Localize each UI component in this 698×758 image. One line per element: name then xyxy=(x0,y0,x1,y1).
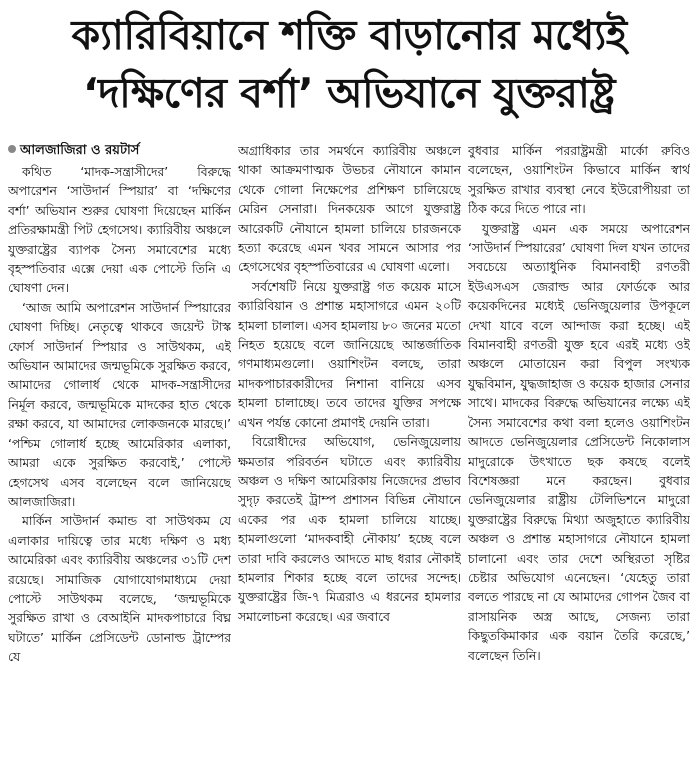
paragraph: বুধবার মার্কিন পররাষ্ট্রমন্ত্রী মার্কো রুবিও বলেছেন, ওয়াশিংটন কিভাবে মার্কিন স্বার্থ সুরক্ষিত রাখার ব্যবস্থা নেবে ইউরোপীয়রা তা ঠিক করে দিতে পারে না। xyxy=(468,144,690,217)
headline xyxy=(8,6,690,122)
paragraph: যুক্তরাষ্ট্র এমন এক সময়ে অপারেশন ‘সাউদার্ন স্পিয়ারের’ ঘোষণা দিল যখন তাদের সবচেয়ে অত্যাধুনিক বিমানবাহী রণতরী ইউএসএস জেরাল্ড আর ফোর্ডকে আর কয়েকদিনের মধ্যেই ভেনিজুয়েলার উপকূলে দেখা যাবে বলে আন্দাজ করা হচ্ছে। এই বিমানবাহী রণতরী যুক্ত হবে এরই মধ্যে ওই অঞ্চলে মোতায়েন করা বিপুল সংখ্যক যুদ্ধবিমান, যুদ্ধজাহাজ ও কয়েক হাজার সেনার সাথে। মাদকের বিরুদ্ধে অভিযানের লক্ষ্যে এই সৈন্য সমাবেশের কথা বলা হলেও ওয়াশিংটন আদতে ভেনিজুয়েলার প্রেসিডেন্ট নিকোলাস মাদুরোকে উৎখাতে ছক কষছে বলেই বিশেষজ্ঞরা মনে করছেন। বুধবার ভেনিজুয়েলার রাষ্ট্রীয় টেলিভিশনে মাদুরো যুক্তরাষ্ট্রের বিরুদ্ধে মিথ্যা অজুহাতে ক্যারিবীয় অঞ্চল ও প্রশান্ত মহাসাগরে নৌযানে হামলা চালানো এবং তার দেশে অস্থিরতা সৃষ্টির চেষ্টার অভিযোগ এনেছেন। ‘যেহেতু তারা বলতে পারছে না যে আমাদের গোপন জৈব বা রাসায়নিক অস্ত্র আছে, সেজন্য তারা কিছুতকিমাকার এক বয়ান তৈরি করেছে,’ বলেছেন তিনি। xyxy=(468,221,690,663)
column-2 xyxy=(238,142,461,754)
bullet-icon xyxy=(8,145,16,153)
paragraph: অগ্রাধিকার তার সমর্থনে ক্যারিবীয় অঞ্চলে থাকা আক্রমণাত্মক উভচর নৌযানে কামান থেকে গোলা নিক্ষেপের প্রশিক্ষণ চালিয়েছে মেরিন সেনারা। দিনকয়েক আগে যুক্তরাষ্ট্র আরেকটি নৌযানে হামলা চালিয়ে চারজনকে হত্যা করেছে এমন খবর সামনে আসার পর হেগসেথের বৃহস্পতিবারের এ ঘোষণা এলো। xyxy=(238,144,461,275)
paragraph: ‘আজ আমি অপারেশন সাউদার্ন স্পিয়ারের ঘোষণা দিচ্ছি। নেতৃত্বে থাকবে জয়েন্ট টাস্ক ফোর্স সাউদার্ন স্পিয়ার ও সাউথকম, এই অভিযান আমাদের জন্মভূমিকে সুরক্ষিত করবে, আমাদের গোলার্ধ থেকে মাদক-সন্ত্রাসীদের নির্মূল করবে, জন্মভূমিকে মাদকের হাত থেকে রক্ষা করবে, যা আমাদের লোকজনকে মারছে।’ ‘পশ্চিম গোলার্ধ হচ্ছে আমেরিকার এলাকা, আমরা একে সুরক্ষিত করবোই,’ পোস্টে হেগসেথ এসব বলেছেন বলে জানিয়েছে আলজাজিরা। xyxy=(8,300,231,509)
paragraph: বিরোধীদের অভিযোগ, ভেনিজুয়েলায় ক্ষমতার পরিবর্তন ঘটাতে এবং ক্যারিবীয় অঞ্চল ও দক্ষিণ আমেরিকায় নিজেদের প্রভাব সুদৃঢ় করতেই ট্রাম্প প্রশাসন বিভিন্ন নৌযানে একের পর এক হামলা চালিয়ে যাচ্ছে। হামলাগুলো ‘মাদকবাহী নৌকায়’ হচ্ছে বলে তারা দাবি করলেও আদতে মাছ ধরার নৌকাই হামলার শিকার হচ্ছে বলে তাদের সন্দেহ। যুক্তরাষ্ট্রের জি-৭ মিত্ররাও এ ধরনের হামলার সমালোচনা করেছে। এর জবাবে xyxy=(238,435,461,624)
column-3 xyxy=(468,142,690,754)
paragraph: সর্বশেষটি নিয়ে যুক্তরাষ্ট্র গত কয়েক মাসে ক্যারিবিয়ান ও প্রশান্ত মহাসাগরে এমন ২০টি হামলা চালাল। এসব হামলায় ৮০ জনের মতো নিহত হয়েছে বলে জানিয়েছে আন্তর্জাতিক গণমাধ্যমগুলো। ওয়াশিংটন বলছে, তারা মাদকপাচারকারীদের নিশানা বানিয়ে এসব হামলা চালাচ্ছে। তবে তাদের যুক্তির সপক্ষে এখন পর্যন্ত কোনো প্রমাণই দেয়নি তারা। xyxy=(238,279,461,430)
byline-text: আলজাজিরা ও রয়টার্স xyxy=(20,143,140,158)
headline-line-1: ক্যারিবিয়ানে শক্তি বাড়ানোর মধ্যেই xyxy=(71,11,627,59)
article-columns xyxy=(8,142,690,754)
headline-line-2: ‘দক্ষিণের বর্শা’ অভিযানে যুক্তরাষ্ট্র xyxy=(83,69,615,117)
column-1 xyxy=(8,142,231,754)
paragraph: কথিত ‘মাদক-সন্ত্রাসীদের’ বিরুদ্ধে অপারেশন ‘সাউদার্ন স্পিয়ার’ বা ‘দক্ষিণের বর্শা’ অভিযান শুরুর ঘোষণা দিয়েছেন মার্কিন প্রতিরক্ষামন্ত্রী পিট হেগসেথ। ক্যারিবীয় অঞ্চলে যুক্তরাষ্ট্রের ব্যাপক সৈন্য সমাবেশের মধ্যে বৃহস্পতিবার এক্সে দেয়া এক পোস্টে তিনি এ ঘোষণা দেন। xyxy=(8,165,231,296)
byline xyxy=(8,142,231,160)
paragraph: মার্কিন সাউদার্ন কমান্ড বা সাউথকম যে এলাকার দায়িত্বে তার মধ্যে দক্ষিণ ও মধ্য আমেরিকা এবং ক্যারিবীয় অঞ্চলের ৩১টি দেশ রয়েছে। সামাজিক যোগাযোগমাধ্যমে দেয়া পোস্টে সাউথকম বলেছে, ‘জন্মভূমিকে সুরক্ষিত রাখা ও বেআইনি মাদকপাচারে বিঘ্ন ঘটাতে’ মার্কিন প্রেসিডেন্ট ডোনাল্ড ট্রাম্পের যে xyxy=(8,514,231,665)
